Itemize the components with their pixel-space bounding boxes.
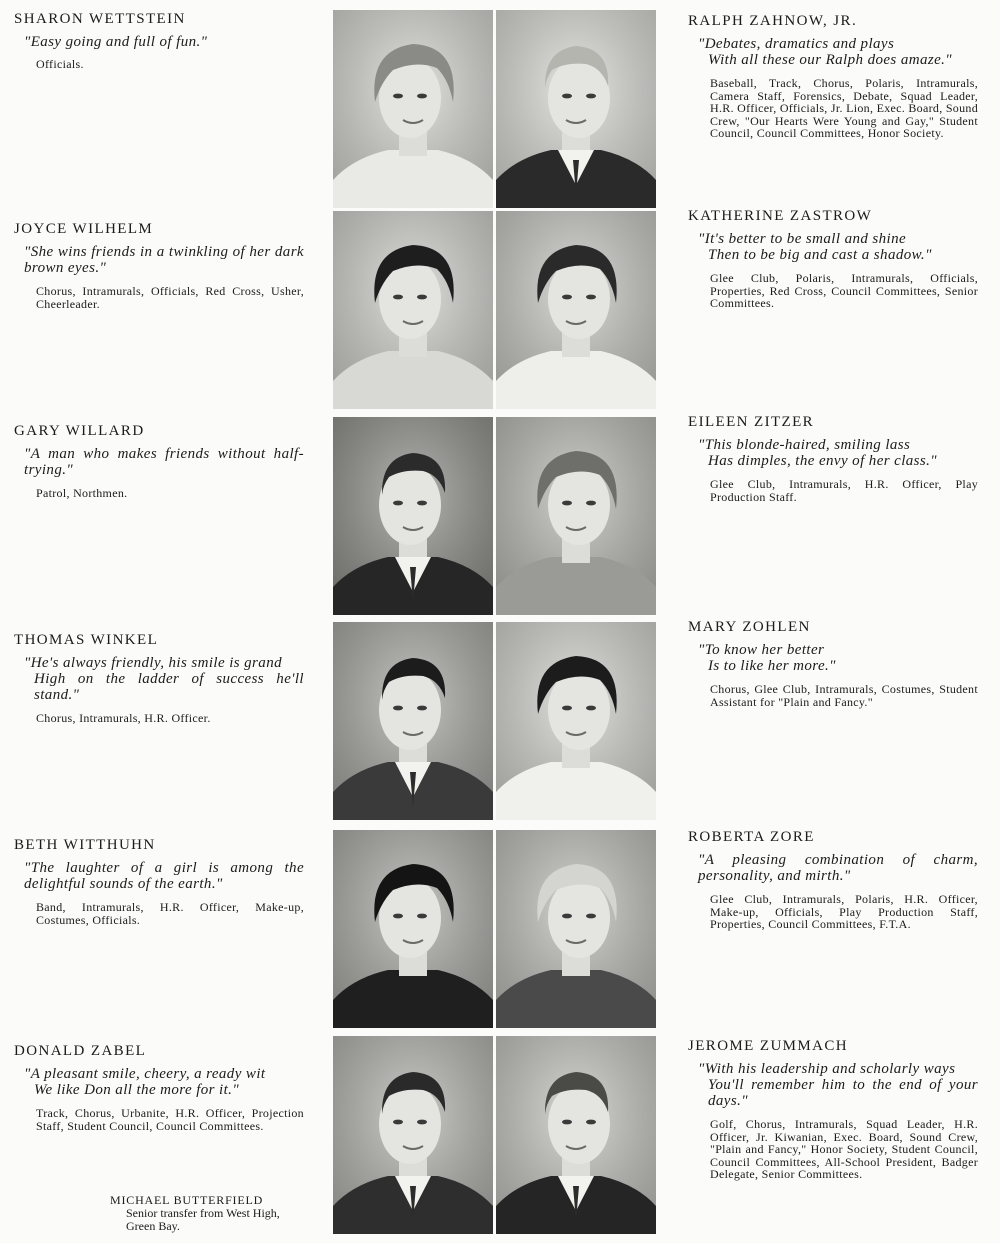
portrait-figure: [496, 10, 656, 208]
quote-line: "A pleasant smile, cheery, a ready wit: [24, 1066, 266, 1082]
portrait-photo: [333, 211, 493, 409]
student-quote: [24, 244, 304, 276]
quote-line: "She wins friends in a twinkling of her dark brown eyes.": [24, 244, 304, 276]
quote-line: You'll remember him to the end of your days.": [708, 1077, 978, 1109]
student-activities: Golf, Chorus, Intramurals, Squad Leader, H.R. Officer, Jr. Kiwanian, Exec. Board, Sound Crew, "Plain and Fancy," Honor Society, Student Council, Council Committees, All-School President, Badger Delegate, Senior Committees.: [710, 1117, 978, 1181]
portrait-figure: [496, 417, 656, 615]
portrait-eye: [393, 706, 403, 711]
portrait-photo: [496, 1036, 656, 1234]
student-activities: Band, Intramurals, H.R. Officer, Make-up, Costumes, Officials.: [36, 900, 304, 927]
portrait-photo: [496, 622, 656, 820]
quote-line: "A man who makes friends without half-trying.": [24, 446, 304, 478]
student-name: KATHERINE ZASTROW: [688, 208, 873, 224]
student-quote: [698, 437, 978, 469]
student-activities: Track, Chorus, Urbanite, H.R. Officer, Projection Staff, Student Council, Council Committees.: [36, 1106, 304, 1133]
student-quote: [698, 1061, 978, 1109]
student-name: GARY WILLARD: [14, 423, 145, 439]
portrait-face: [548, 670, 610, 750]
quote-line: We like Don all the more for it.": [34, 1082, 240, 1098]
portrait-eye: [562, 295, 572, 300]
portrait-photo: [333, 417, 493, 615]
portrait-figure: [496, 622, 656, 820]
portrait-photo: [333, 622, 493, 820]
quote-line: "He's always friendly, his smile is grand: [24, 655, 282, 671]
portrait-eye: [562, 501, 572, 506]
student-name: SHARON WETTSTEIN: [14, 11, 186, 27]
portrait-eye: [393, 914, 403, 919]
student-name: JEROME ZUMMACH: [688, 1038, 849, 1054]
quote-line: "A pleasing combination of charm, personality, and mirth.": [698, 852, 978, 884]
transfer-description: Senior transfer from West High, Green Bay.: [126, 1206, 280, 1233]
portrait-figure: [333, 622, 493, 820]
student-quote: [698, 231, 978, 263]
quote-line: "With his leadership and scholarly ways: [698, 1061, 956, 1077]
quote-line: "Debates, dramatics and plays: [698, 36, 895, 52]
senior-entry: [14, 836, 304, 926]
senior-entry: [14, 10, 304, 71]
portrait-photo: [333, 1036, 493, 1234]
portrait-eye: [586, 914, 596, 919]
student-quote: [24, 1066, 304, 1098]
senior-entry: [14, 422, 304, 500]
quote-line: High on the ladder of success he'll stand.": [34, 671, 304, 703]
portrait-eye: [393, 94, 403, 99]
portrait-eye: [562, 914, 572, 919]
portrait-eye: [393, 295, 403, 300]
portrait-face: [548, 259, 610, 339]
portrait-figure: [496, 1036, 656, 1234]
portrait-eye: [417, 914, 427, 919]
quote-line: "It's better to be small and shine: [698, 231, 907, 247]
student-name: MARY ZOHLEN: [688, 619, 811, 635]
portrait-figure: [496, 211, 656, 409]
portrait-face: [548, 878, 610, 958]
portrait-eye: [562, 706, 572, 711]
portrait-figure: [496, 830, 656, 1028]
student-activities: Chorus, Intramurals, Officials, Red Cross, Usher, Cheerleader.: [36, 284, 304, 311]
senior-entry: [14, 631, 304, 725]
portrait-eye: [417, 94, 427, 99]
portrait-eye: [417, 295, 427, 300]
portrait-eye: [586, 295, 596, 300]
portrait-figure: [333, 211, 493, 409]
senior-entry: [688, 618, 978, 708]
portrait-figure: [333, 1036, 493, 1234]
portrait-photo: [333, 830, 493, 1028]
portrait-photo: [496, 10, 656, 208]
student-name: ROBERTA ZORE: [688, 829, 815, 845]
student-name: RALPH ZAHNOW, JR.: [688, 13, 858, 29]
senior-entry: [688, 828, 978, 931]
student-quote: [698, 642, 978, 674]
student-quote: [24, 34, 304, 50]
student-quote: [24, 655, 304, 703]
senior-entry: [688, 207, 978, 310]
student-name: EILEEN ZITZER: [688, 414, 815, 430]
portrait-photo: [496, 417, 656, 615]
quote-line: Has dimples, the envy of her class.": [708, 453, 937, 469]
portrait-figure: [333, 417, 493, 615]
portrait-eye: [586, 1120, 596, 1125]
quote-line: With all these our Ralph does amaze.": [708, 52, 952, 68]
senior-entry: [688, 1037, 978, 1181]
student-activities: Baseball, Track, Chorus, Polaris, Intramurals, Camera Staff, Forensics, Debate, Squad Leader, H.R. Officer, Officials, Jr. Lion, Exec. Board, Sound Crew, "Our Hearts Were Young and Gay," Student Council, Council Committees, Honor Society.: [710, 76, 978, 140]
portrait-photo: [496, 830, 656, 1028]
senior-entry: [14, 1042, 304, 1132]
student-quote: [24, 860, 304, 892]
portrait-eye: [586, 94, 596, 99]
student-activities: Chorus, Intramurals, H.R. Officer.: [36, 711, 211, 725]
portrait-eye: [393, 1120, 403, 1125]
quote-line: "To know her better: [698, 642, 825, 658]
student-quote: [698, 36, 978, 68]
student-quote: [698, 852, 978, 884]
portrait-eye: [417, 706, 427, 711]
portrait-eye: [586, 706, 596, 711]
student-name: JOYCE WILHELM: [14, 221, 154, 237]
portrait-photo: [333, 10, 493, 208]
quote-line: Then to be big and cast a shadow.": [708, 247, 932, 263]
portrait-eye: [393, 501, 403, 506]
portrait-figure: [333, 10, 493, 208]
student-activities: Glee Club, Intramurals, Polaris, H.R. Officer, Make-up, Officials, Play Production Staff, Properties, Council Committees, F.T.A.: [710, 892, 978, 931]
transfer-name: MICHAEL BUTTERFIELD: [110, 1193, 264, 1207]
student-name: BETH WITTHUHN: [14, 837, 156, 853]
portrait-figure: [333, 830, 493, 1028]
portrait-eye: [417, 501, 427, 506]
student-activities: Glee Club, Polaris, Intramurals, Officials, Properties, Red Cross, Council Committees, Senior Committees.: [710, 271, 978, 310]
portrait-photo: [496, 211, 656, 409]
portrait-eye: [586, 501, 596, 506]
quote-line: Is to like her more.": [708, 658, 836, 674]
portrait-eye: [562, 94, 572, 99]
student-activities: Patrol, Northmen.: [36, 486, 128, 500]
portrait-eye: [562, 1120, 572, 1125]
quote-line: "This blonde-haired, smiling lass: [698, 437, 911, 453]
student-activities: Chorus, Glee Club, Intramurals, Costumes, Student Assistant for "Plain and Fancy.": [710, 682, 978, 709]
transfer-note: [110, 1194, 306, 1232]
portrait-eye: [417, 1120, 427, 1125]
portrait-face: [548, 465, 610, 545]
quote-line: "The laughter of a girl is among the delightful sounds of the earth.": [24, 860, 304, 892]
student-name: DONALD ZABEL: [14, 1043, 147, 1059]
student-name: THOMAS WINKEL: [14, 632, 159, 648]
senior-entry: [14, 220, 304, 310]
student-quote: [24, 446, 304, 478]
student-activities: Officials.: [36, 57, 84, 71]
student-activities: Glee Club, Intramurals, H.R. Officer, Play Production Staff.: [710, 477, 978, 504]
quote-line: "Easy going and full of fun.": [24, 34, 208, 50]
senior-entry: [688, 413, 978, 503]
senior-entry: [688, 12, 978, 140]
